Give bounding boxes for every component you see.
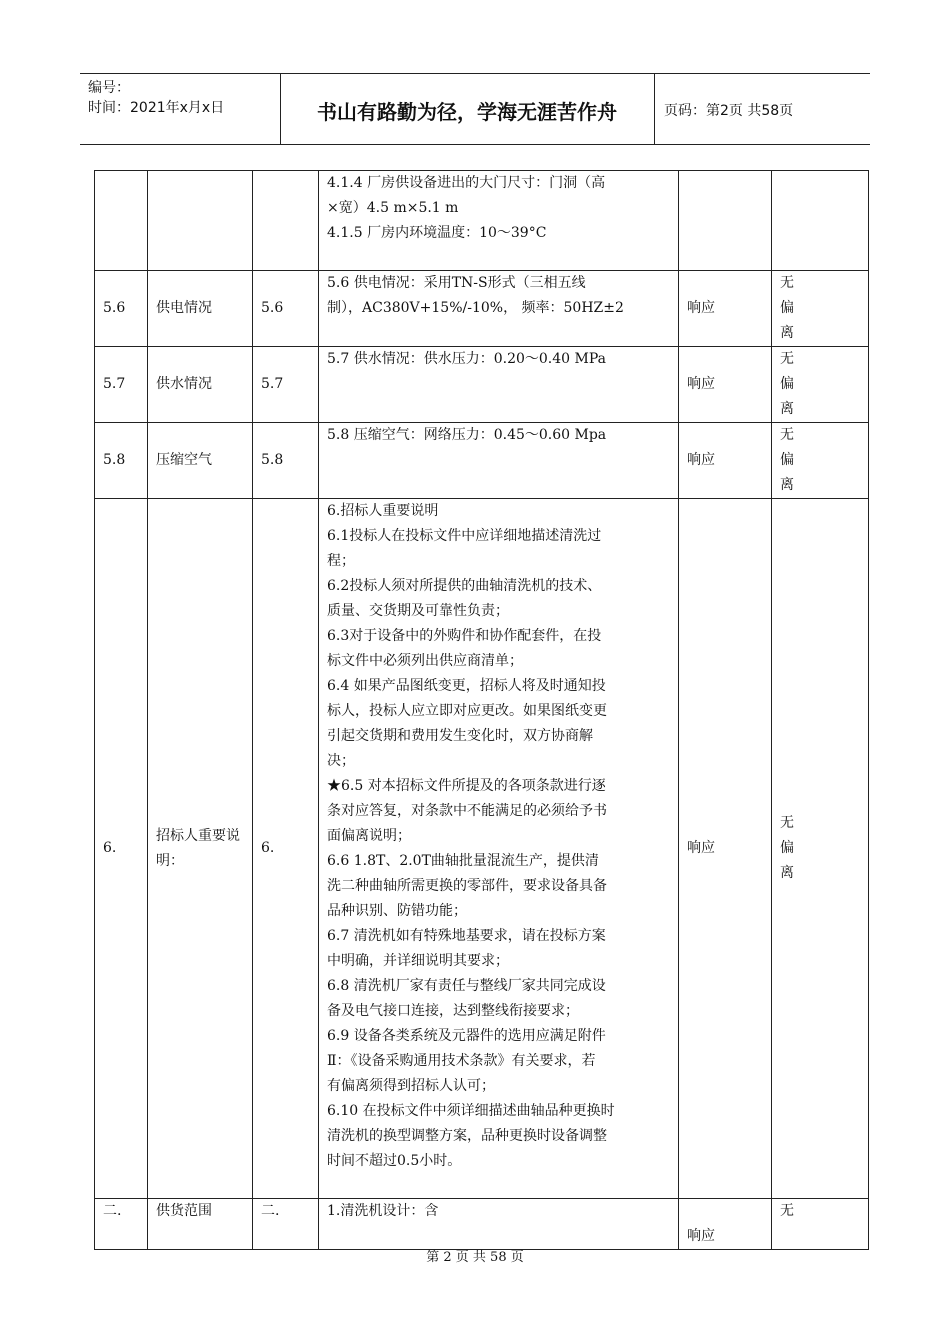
content-line: 中明确，并详细说明其要求；	[327, 953, 509, 969]
cell-content	[319, 423, 679, 499]
cell-response: 响应	[679, 1199, 772, 1250]
content-line: 面偏离说明；	[327, 828, 411, 844]
cell-item: 供水情况	[148, 347, 253, 423]
cell-response: 响应	[679, 347, 772, 423]
content-line: 1.清洗机设计：含	[327, 1203, 439, 1219]
spec-table	[94, 170, 869, 1250]
cell-item: 招标人重要说明：	[148, 499, 253, 1199]
content-line: ×宽）4.5 m×5.1 m	[327, 200, 459, 216]
cell-clause: 5.6	[253, 271, 319, 347]
content-line: 6.8 清洗机厂家有责任与整线厂家共同完成设	[327, 978, 606, 994]
cell-number: 5.6	[95, 271, 148, 347]
deviation-text: 无偏离	[780, 815, 794, 881]
deviation-text: 无偏离	[780, 275, 794, 341]
content-line: 品种识别、防错功能；	[327, 903, 467, 919]
cell-content	[319, 347, 679, 423]
content-line: 时间不超过0.5小时。	[327, 1153, 462, 1169]
content-line: 4.1.4 厂房供设备进出的大门尺寸：门洞（高	[327, 175, 606, 191]
content-line: 6.3对于设备中的外购件和协作配套件，在投	[327, 628, 602, 644]
motto: 书山有路勤为径，学海无涯苦作舟	[317, 100, 617, 124]
cell-deviation	[772, 171, 869, 271]
table-row	[95, 1199, 869, 1250]
page-header	[80, 73, 870, 145]
page-info: 页码：第2页 共58页	[664, 103, 794, 119]
content-line: 标人，投标人应立即对应更改。如果图纸变更	[327, 703, 607, 719]
content-line: 6.2投标人须对所提供的曲轴清洗机的技术、	[327, 578, 602, 594]
cell-clause: 5.8	[253, 423, 319, 499]
content-line: 5.8 压缩空气：网络压力：0.45～0.60 Mpa	[327, 427, 607, 443]
content-line: 6.1投标人在投标文件中应详细地描述清洗过	[327, 528, 602, 544]
content-line: Ⅱ：《设备采购通用技术条款》有关要求，若	[327, 1053, 596, 1069]
cell-deviation	[772, 347, 869, 423]
content-line: 制），AC380V+15%/-10%， 频率：50HZ±2	[327, 300, 624, 316]
page-footer: 第 2 页 共 58 页	[426, 1250, 524, 1265]
cell-content	[319, 1199, 679, 1250]
cell-number: 6.	[95, 499, 148, 1199]
deviation-text: 无	[780, 1203, 794, 1219]
cell-item	[148, 171, 253, 271]
content-line: 条对应答复，对条款中不能满足的必须给予书	[327, 803, 607, 819]
cell-number	[95, 171, 148, 271]
content-line: 6.招标人重要说明	[327, 503, 439, 519]
cell-response: 响应	[679, 499, 772, 1199]
header-divider-2	[654, 74, 655, 144]
table-row	[95, 347, 869, 423]
content-line: 有偏离须得到招标人认可；	[327, 1078, 495, 1094]
content-line: 5.7 供水情况：供水压力：0.20～0.40 MPa	[327, 351, 606, 367]
cell-clause: 6.	[253, 499, 319, 1199]
table-row	[95, 423, 869, 499]
table-row	[95, 171, 869, 271]
content-line: 6.7 清洗机如有特殊地基要求，请在投标方案	[327, 928, 606, 944]
content-line: 备及电气接口连接，达到整线衔接要求；	[327, 1003, 579, 1019]
cell-item: 压缩空气	[148, 423, 253, 499]
cell-content	[319, 499, 679, 1199]
header-left	[88, 78, 224, 118]
deviation-text: 无偏离	[780, 351, 794, 417]
cell-response: 响应	[679, 423, 772, 499]
time-label: 时间：2021年x月x日	[88, 100, 225, 116]
cell-clause	[253, 171, 319, 271]
content-line: 5.6 供电情况：采用TN-S形式（三相五线	[327, 275, 586, 291]
content-line: 决；	[327, 753, 355, 769]
deviation-text: 无偏离	[780, 427, 794, 493]
cell-content	[319, 271, 679, 347]
cell-clause: 5.7	[253, 347, 319, 423]
content-line: 清洗机的换型调整方案，品种更换时设备调整	[327, 1128, 607, 1144]
cell-item: 供货范围	[148, 1199, 253, 1250]
content-line: 6.4 如果产品图纸变更，招标人将及时通知投	[327, 678, 606, 694]
content-line: ★6.5 对本招标文件所提及的各项条款进行逐	[327, 778, 606, 794]
content-line: 标文件中必须列出供应商清单；	[327, 653, 523, 669]
content-line: 洗二种曲轴所需更换的零部件，要求设备具备	[327, 878, 607, 894]
cell-clause: 二.	[253, 1199, 319, 1250]
cell-response: 响应	[679, 271, 772, 347]
cell-deviation	[772, 499, 869, 1199]
cell-number: 5.8	[95, 423, 148, 499]
content-line: 程；	[327, 553, 355, 569]
content-line: 6.10 在投标文件中须详细描述曲轴品种更换时	[327, 1103, 615, 1119]
table-row	[95, 271, 869, 347]
cell-item: 供电情况	[148, 271, 253, 347]
cell-deviation	[772, 423, 869, 499]
cell-response	[679, 171, 772, 271]
cell-number: 二.	[95, 1199, 148, 1250]
content-line: 6.9 设备各类系统及元器件的选用应满足附件	[327, 1028, 606, 1044]
cell-deviation	[772, 271, 869, 347]
table-row	[95, 499, 869, 1199]
content-line: 4.1.5 厂房内环境温度：10～39°C	[327, 225, 547, 241]
content-line: 6.6 1.8T、2.0T曲轴批量混流生产，提供清	[327, 853, 599, 869]
content-line: 引起交货期和费用发生变化时，双方协商解	[327, 728, 593, 744]
cell-number: 5.7	[95, 347, 148, 423]
number-label: 编号：	[88, 80, 130, 96]
cell-deviation	[772, 1199, 869, 1250]
content-line: 质量、交货期及可靠性负责；	[327, 603, 509, 619]
cell-content	[319, 171, 679, 271]
